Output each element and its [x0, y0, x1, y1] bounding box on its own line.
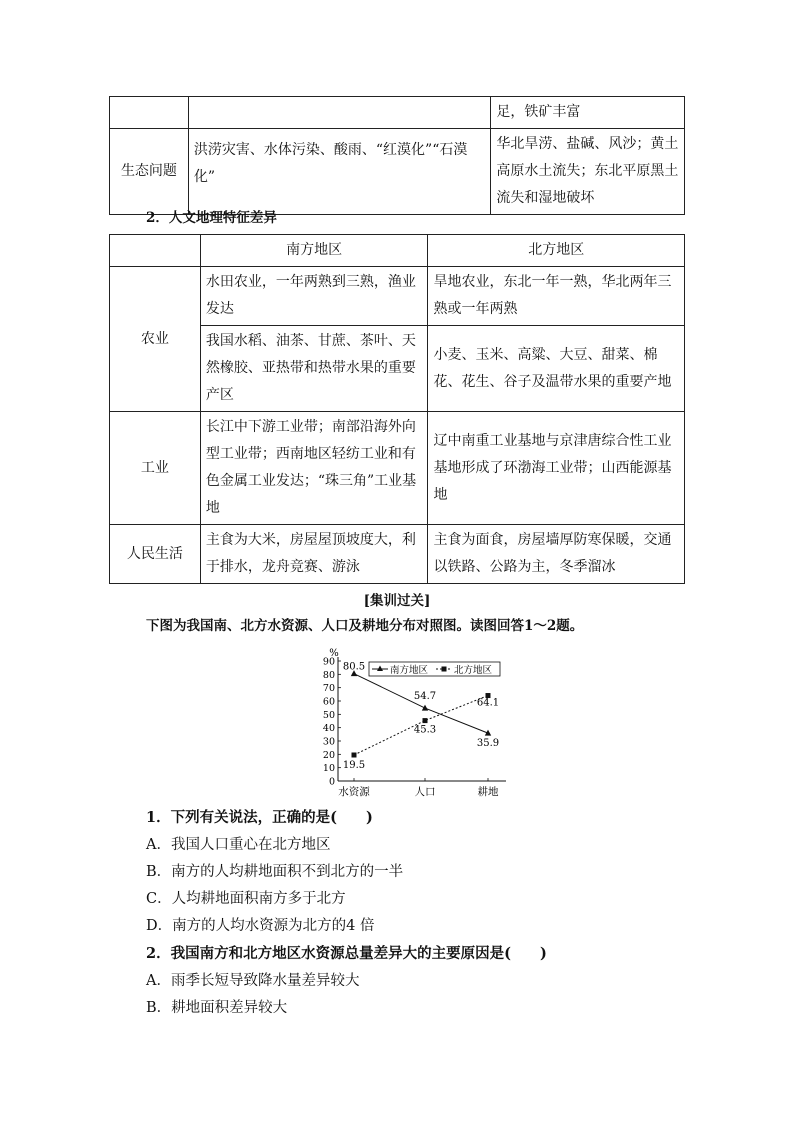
- table-row: [110, 97, 685, 129]
- south-cell: 主食为大米，房屋屋顶坡度大，利于排水，龙舟竞赛、游泳: [200, 525, 428, 584]
- data-label-north: 45.3: [413, 724, 437, 736]
- legend-label-north: 北方地区: [454, 665, 493, 676]
- y-tick-label: 10: [322, 763, 335, 775]
- option-2a: A．雨季长短导致降水量差异较大: [146, 973, 360, 989]
- y-tick-label: 0: [328, 776, 335, 788]
- header-north: 北方地区: [428, 235, 685, 267]
- data-label-south: 35.9: [476, 738, 500, 750]
- row-label: [110, 97, 189, 129]
- south-cell: [188, 97, 490, 129]
- data-point-south: [422, 705, 428, 711]
- option-1b: B．南方的人均耕地面积不到北方的一半: [146, 864, 404, 880]
- human-features-table: [109, 234, 685, 584]
- row-label-life: 人民生活: [110, 525, 201, 584]
- question-2: 2．我国南方和北方地区水资源总量差异大的主要原因是( ): [146, 945, 547, 962]
- table-header-row: [110, 235, 685, 267]
- south-cell: 长江中下游工业带；南部沿海外向型工业带；西南地区轻纺工业和有色金属工业发达；“珠三角”工业基地: [200, 412, 428, 525]
- row-label-agriculture: 农业: [110, 267, 201, 412]
- south-cell: 洪涝灾害、水体污染、酸雨、“红漠化”“石漠化”: [188, 129, 490, 215]
- line-chart: [312, 644, 512, 800]
- y-axis-unit: %: [329, 648, 339, 659]
- x-tick-label: 水资源: [338, 786, 370, 798]
- legend-marker-north: [442, 667, 447, 672]
- south-cell: 水田农业，一年两熟到三熟，渔业发达: [200, 267, 428, 326]
- south-cell: 我国水稻、油茶、甘蔗、茶叶、天然橡胶、亚热带和热带水果的重要产区: [200, 326, 428, 412]
- table-row: [110, 412, 685, 525]
- north-cell: 旱地农业，东北一年一熟，华北两年三熟或一年两熟: [428, 267, 685, 326]
- row-label: 生态问题: [110, 129, 189, 215]
- option-2b: B．耕地面积差异较大: [146, 1000, 288, 1016]
- data-label-north: 64.1: [476, 697, 500, 709]
- section-heading: 2．人文地理特征差异: [146, 210, 277, 226]
- table-row: [110, 525, 685, 584]
- question-intro: 下图为我国南、北方水资源、人口及耕地分布对照图。读图回答1～2题。: [146, 618, 584, 634]
- x-tick-label: 耕地: [477, 786, 499, 798]
- data-label-south: 80.5: [342, 661, 366, 673]
- y-tick-label: 80: [322, 669, 335, 681]
- header-empty: [110, 235, 201, 267]
- y-tick-label: 60: [322, 696, 335, 708]
- option-1d: D．南方的人均水资源为北方的4 倍: [146, 918, 375, 934]
- table-row: [110, 267, 685, 326]
- option-1a: A．我国人口重心在北方地区: [146, 837, 331, 853]
- legend-label-south: 南方地区: [390, 665, 429, 676]
- option-1c: C．人均耕地面积南方多于北方: [146, 891, 346, 907]
- y-tick-label: 30: [322, 736, 335, 748]
- row-label-industry: 工业: [110, 412, 201, 525]
- y-tick-label: 70: [322, 683, 335, 695]
- header-south: 南方地区: [200, 235, 428, 267]
- north-cell: 辽中南重工业基地与京津唐综合性工业基地形成了环渤海工业带；山西能源基地: [428, 412, 685, 525]
- data-label-south: 54.7: [413, 691, 437, 703]
- north-cell: 华北旱涝、盐碱、风沙；黄土高原水土流失；东北平原黑土流失和湿地破坏: [491, 129, 685, 215]
- data-point-north: [352, 753, 357, 758]
- north-cell: 小麦、玉米、高粱、大豆、甜菜、棉花、花生、谷子及温带水果的重要产地: [428, 326, 685, 412]
- x-tick-label: 人口: [414, 786, 436, 798]
- north-cell: 主食为面食，房屋墙厚防寒保暖，交通以铁路、公路为主，冬季溜冰: [428, 525, 685, 584]
- section-title: [集训过关]: [363, 593, 431, 609]
- data-label-north: 19.5: [342, 760, 366, 771]
- y-tick-label: 40: [322, 723, 335, 735]
- question-1: 1．下列有关说法，正确的是( ): [146, 809, 373, 826]
- north-cell: 足，铁矿丰富: [491, 97, 685, 129]
- natural-features-table: [109, 96, 685, 215]
- table-row: [110, 129, 685, 215]
- y-tick-label: 20: [322, 749, 335, 761]
- data-point-north: [423, 718, 428, 723]
- y-tick-label: 50: [322, 709, 335, 721]
- y-tick-label: 90: [322, 656, 335, 668]
